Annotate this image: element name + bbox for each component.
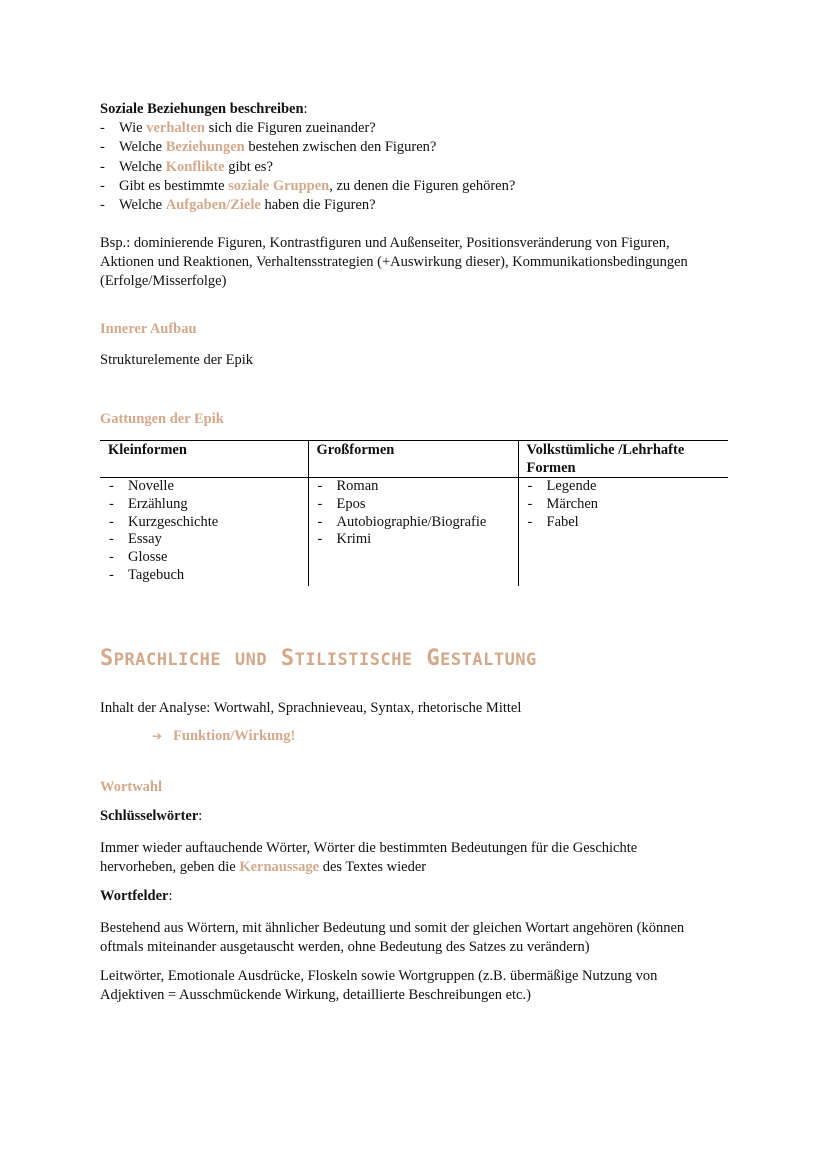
list-item: - Legende <box>527 478 721 496</box>
list-item: - Welche Konflikte gibt es? <box>100 158 740 177</box>
word-fields-title: Wortfelder: <box>100 888 173 904</box>
list-item: - Welche Aufgaben/Ziele haben die Figuren? <box>100 196 740 215</box>
word-choice-heading: Wortwahl <box>100 779 163 795</box>
list-item: - Gibt es bestimmte soziale Gruppen, zu denen die Figuren gehören? <box>100 177 740 196</box>
social-section: Soziale Beziehungen beschreiben: - Wie verhalten sich die Figuren zueinander? - Welche Beziehungen bestehen zwischen den Figuren? - Welche Konflikte gibt es? - Gibt es bestimmte soziale Gruppen, zu denen die Figuren gehören? - Welche Aufgaben/Ziele haben die Figuren? <box>100 100 740 215</box>
table-cell-kleinformen <box>100 478 308 587</box>
social-question-list <box>100 119 740 215</box>
list-item: - Welche Beziehungen bestehen zwischen den Figuren? <box>100 138 740 157</box>
keywords-text: Immer wieder auftauchende Wörter, Wörter die bestimmten Bedeutungen für die Geschichte hervorheben, geben die Kernaussage des Textes wieder <box>100 840 638 875</box>
keywords-title: Schlüsselwörter: <box>100 808 203 824</box>
list-item: - Glosse <box>108 549 300 567</box>
list-item: - Autobiographie/Biografie <box>317 514 510 532</box>
lead-words-text: Leitwörter, Emotionale Ausdrücke, Floskeln sowie Wortgruppen (z.B. übermäßige Nutzung von Adjektiven = Ausschmückende Wirkung, detaillierte Beschreibungen etc.) <box>100 968 658 1003</box>
list-item: - Roman <box>317 478 510 496</box>
list-item: - Kurzgeschichte <box>108 514 300 532</box>
list-item: - Novelle <box>108 478 300 496</box>
list-item: - Fabel <box>527 514 721 532</box>
list-item: - Krimi <box>317 531 510 549</box>
function-callout <box>152 728 295 745</box>
list-item: - Epos <box>317 496 510 514</box>
arrow-right-icon: ➔ <box>152 729 163 743</box>
inner-structure-text: Strukturelemente der Epik <box>100 352 254 368</box>
column-header: Großformen <box>308 441 518 478</box>
table-cell-grossformen <box>308 478 518 587</box>
list-item: - Wie verhalten sich die Figuren zueinander? <box>100 119 740 138</box>
inner-structure-heading: Innerer Aufbau <box>100 321 197 337</box>
list-item: - Essay <box>108 531 300 549</box>
list-item: - Tagebuch <box>108 567 300 585</box>
genres-table <box>100 440 728 586</box>
function-label: Funktion/Wirkung! <box>173 728 296 744</box>
column-header: Volkstümliche /Lehrhafte Formen <box>518 441 728 478</box>
genres-heading: Gattungen der Epik <box>100 411 224 427</box>
table-cell-volkstuemliche <box>518 478 728 587</box>
list-item: - Märchen <box>527 496 721 514</box>
social-example: Bsp.: dominierende Figuren, Kontrastfiguren und Außenseiter, Positionsveränderung von Figuren, Aktionen und Reaktionen, Verhaltensstrategien (+Auswirkung dieser), Kommunikationsbedingungen (Erfolge/Misserfolge) <box>100 235 688 289</box>
list-item: - Erzählung <box>108 496 300 514</box>
analysis-intro: Inhalt der Analyse: Wortwahl, Sprachnieveau, Syntax, rhetorische Mittel <box>100 700 522 716</box>
word-fields-text: Bestehend aus Wörtern, mit ähnlicher Bedeutung und somit der gleichen Wortart angehören (können oftmals miteinander ausgetauscht werden, ohne Bedeutung des Satzes zu verändern) <box>100 920 685 955</box>
column-header: Kleinformen <box>100 441 308 478</box>
section-heading-style: SPRACHLICHE UND STILISTISCHE GESTALTUNG <box>100 646 537 671</box>
social-title: Soziale Beziehungen beschreiben <box>100 101 304 117</box>
